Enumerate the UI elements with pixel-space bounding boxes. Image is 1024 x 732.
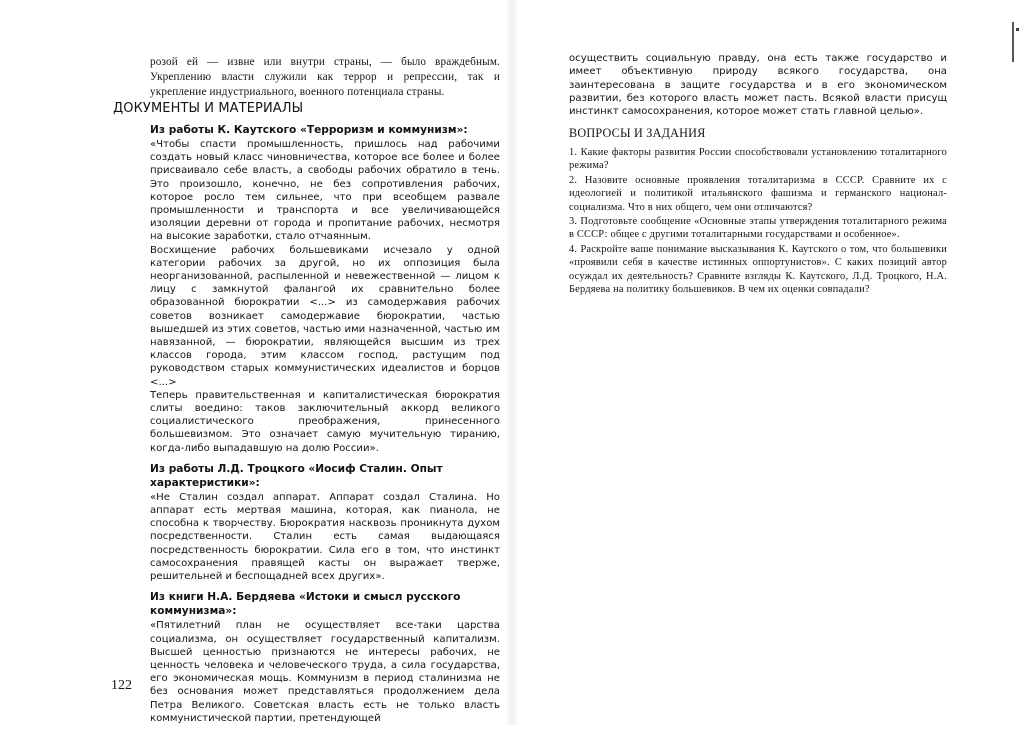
question-item: 3. Подготовьте сообщение «Основные этапы утверждения тоталитарного режима в СССР: общее с другими тоталитарными государствами и особенное». bbox=[569, 216, 947, 241]
documents-list bbox=[150, 123, 500, 732]
intro-paragraph: розой ей — извне или внутри страны, — было враждебным. Укреплению власти служили как террор и репрессии, так и укрепление индустриального, военного потенциала страны. bbox=[150, 56, 500, 99]
quote-continuation: осуществить социальную правду, она есть также государство и имеет объективную природу всякого государства, она заинтересована в защите государства и в его экономическом развитии, без которого власть может пасть. Всякой власти присущ инстинкт самосохранения, которое может стать главной целью». bbox=[569, 53, 947, 117]
document-text: «Пятилетний план не осуществляет все-таки царства социализма, он осуществляет государственный капитализм. Высшей ценностью признаются не интересы рабочих, не ценность человека и человеческого труда, а сила государства, его экономическая мощь. Коммунизм в период сталинизма не без основания может представляться продолжением дела Петра Великого. Советская власть есть не только власть коммунистической партии, претендующей bbox=[150, 620, 500, 724]
document-text: «Чтобы спасти промышленность, пришлось над рабочими создать новый класс чиновничества, которое все более и более присваивало себе власть, а свободы рабочих обратило в тень. Это произошло, конечно, не без сопротивления рабочих, которое росло тем сильнее, что при всеобщем развале промышленности и транспорта и все увеличивающейся изоляции деревни от города и пропитание рабочих, несмотря на высокие заработки, стало отчаянным. Восхищение рабочих большевиками исчезало у одной категории рабочих за другой, но их оппозиция была неорганизованной, распыленной и невежественной — лицом к лицу с замкнутой фалангой их сравнительно более образованной бюрократии <...> из самодержавия рабочих советов возникает самодержавие бюрократии, частью вышедшей из этих советов, частью ими назначенной, частью им навязанной, — бюрократии, являющейся высшим из трех классов города, этим классом господ, растущим под руководством старых коммунистических идеалистов и борцов <...> Теперь правительственная и капиталистическая бюрократия слиты воедино: таков заключительный аккорд великого социалистического преображения, принесенного большевизмом. Это означает самую мучительную тиранию, когда-либо выпадавшую на долю России». bbox=[150, 139, 500, 454]
questions-heading: ВОПРОСЫ И ЗАДАНИЯ bbox=[569, 126, 706, 140]
scan-edge-mark bbox=[1012, 22, 1014, 62]
question-item: 2. Назовите основные проявления тоталитаризма в СССР. Сравните их с идеологией и политикой итальянского фашизма и германского национал-социализма. Что в них общего, чем они отличаются? bbox=[569, 174, 947, 213]
questions-list bbox=[569, 146, 947, 297]
page-number: 122 bbox=[111, 678, 132, 693]
question-item: 4. Раскройте ваше понимание высказывания К. Каутского о том, что большевики «проявили себя в качестве истинных оппортунистов». С каких позиций автор осуждал их деятельность? Сравните взгляды К. Каутского, Л.Д. Троцкого, Н.А. Бердяева на политику большевиков. В чем их оценки совпадали? bbox=[569, 243, 947, 296]
document-title: Из работы К. Каутского «Терроризм и коммунизм»: bbox=[150, 124, 468, 136]
document-trotsky bbox=[150, 462, 500, 583]
document-text: «Не Сталин создал аппарат. Аппарат создал Сталина. Но аппарат есть мертвая машина, которая, как пианола, не способна к творчеству. Бюрократия насквозь проникнута духом посредственности. Сталин есть самая выдающаяся посредственность бюрократии. Сила его в том, что инстинкт самосохранения правящей касты он выражает тверже, решительней и беспощадней всех других». bbox=[150, 491, 500, 583]
section-heading: ДОКУМЕНТЫ И МАТЕРИАЛЫ bbox=[113, 101, 304, 116]
left-page bbox=[0, 0, 512, 725]
question-item: 1. Какие факторы развития России способствовали установлению тоталитарного режима? bbox=[569, 147, 947, 172]
document-kautsky bbox=[150, 123, 500, 455]
scan-edge-dot bbox=[1016, 28, 1019, 31]
document-title: Из книги Н.А. Бердяева «Истоки и смысл русского коммунизма»: bbox=[150, 591, 461, 618]
document-title: Из работы Л.Д. Троцкого «Иосиф Сталин. Опыт характеристики»: bbox=[150, 462, 443, 489]
document-berdyaev bbox=[150, 590, 500, 725]
